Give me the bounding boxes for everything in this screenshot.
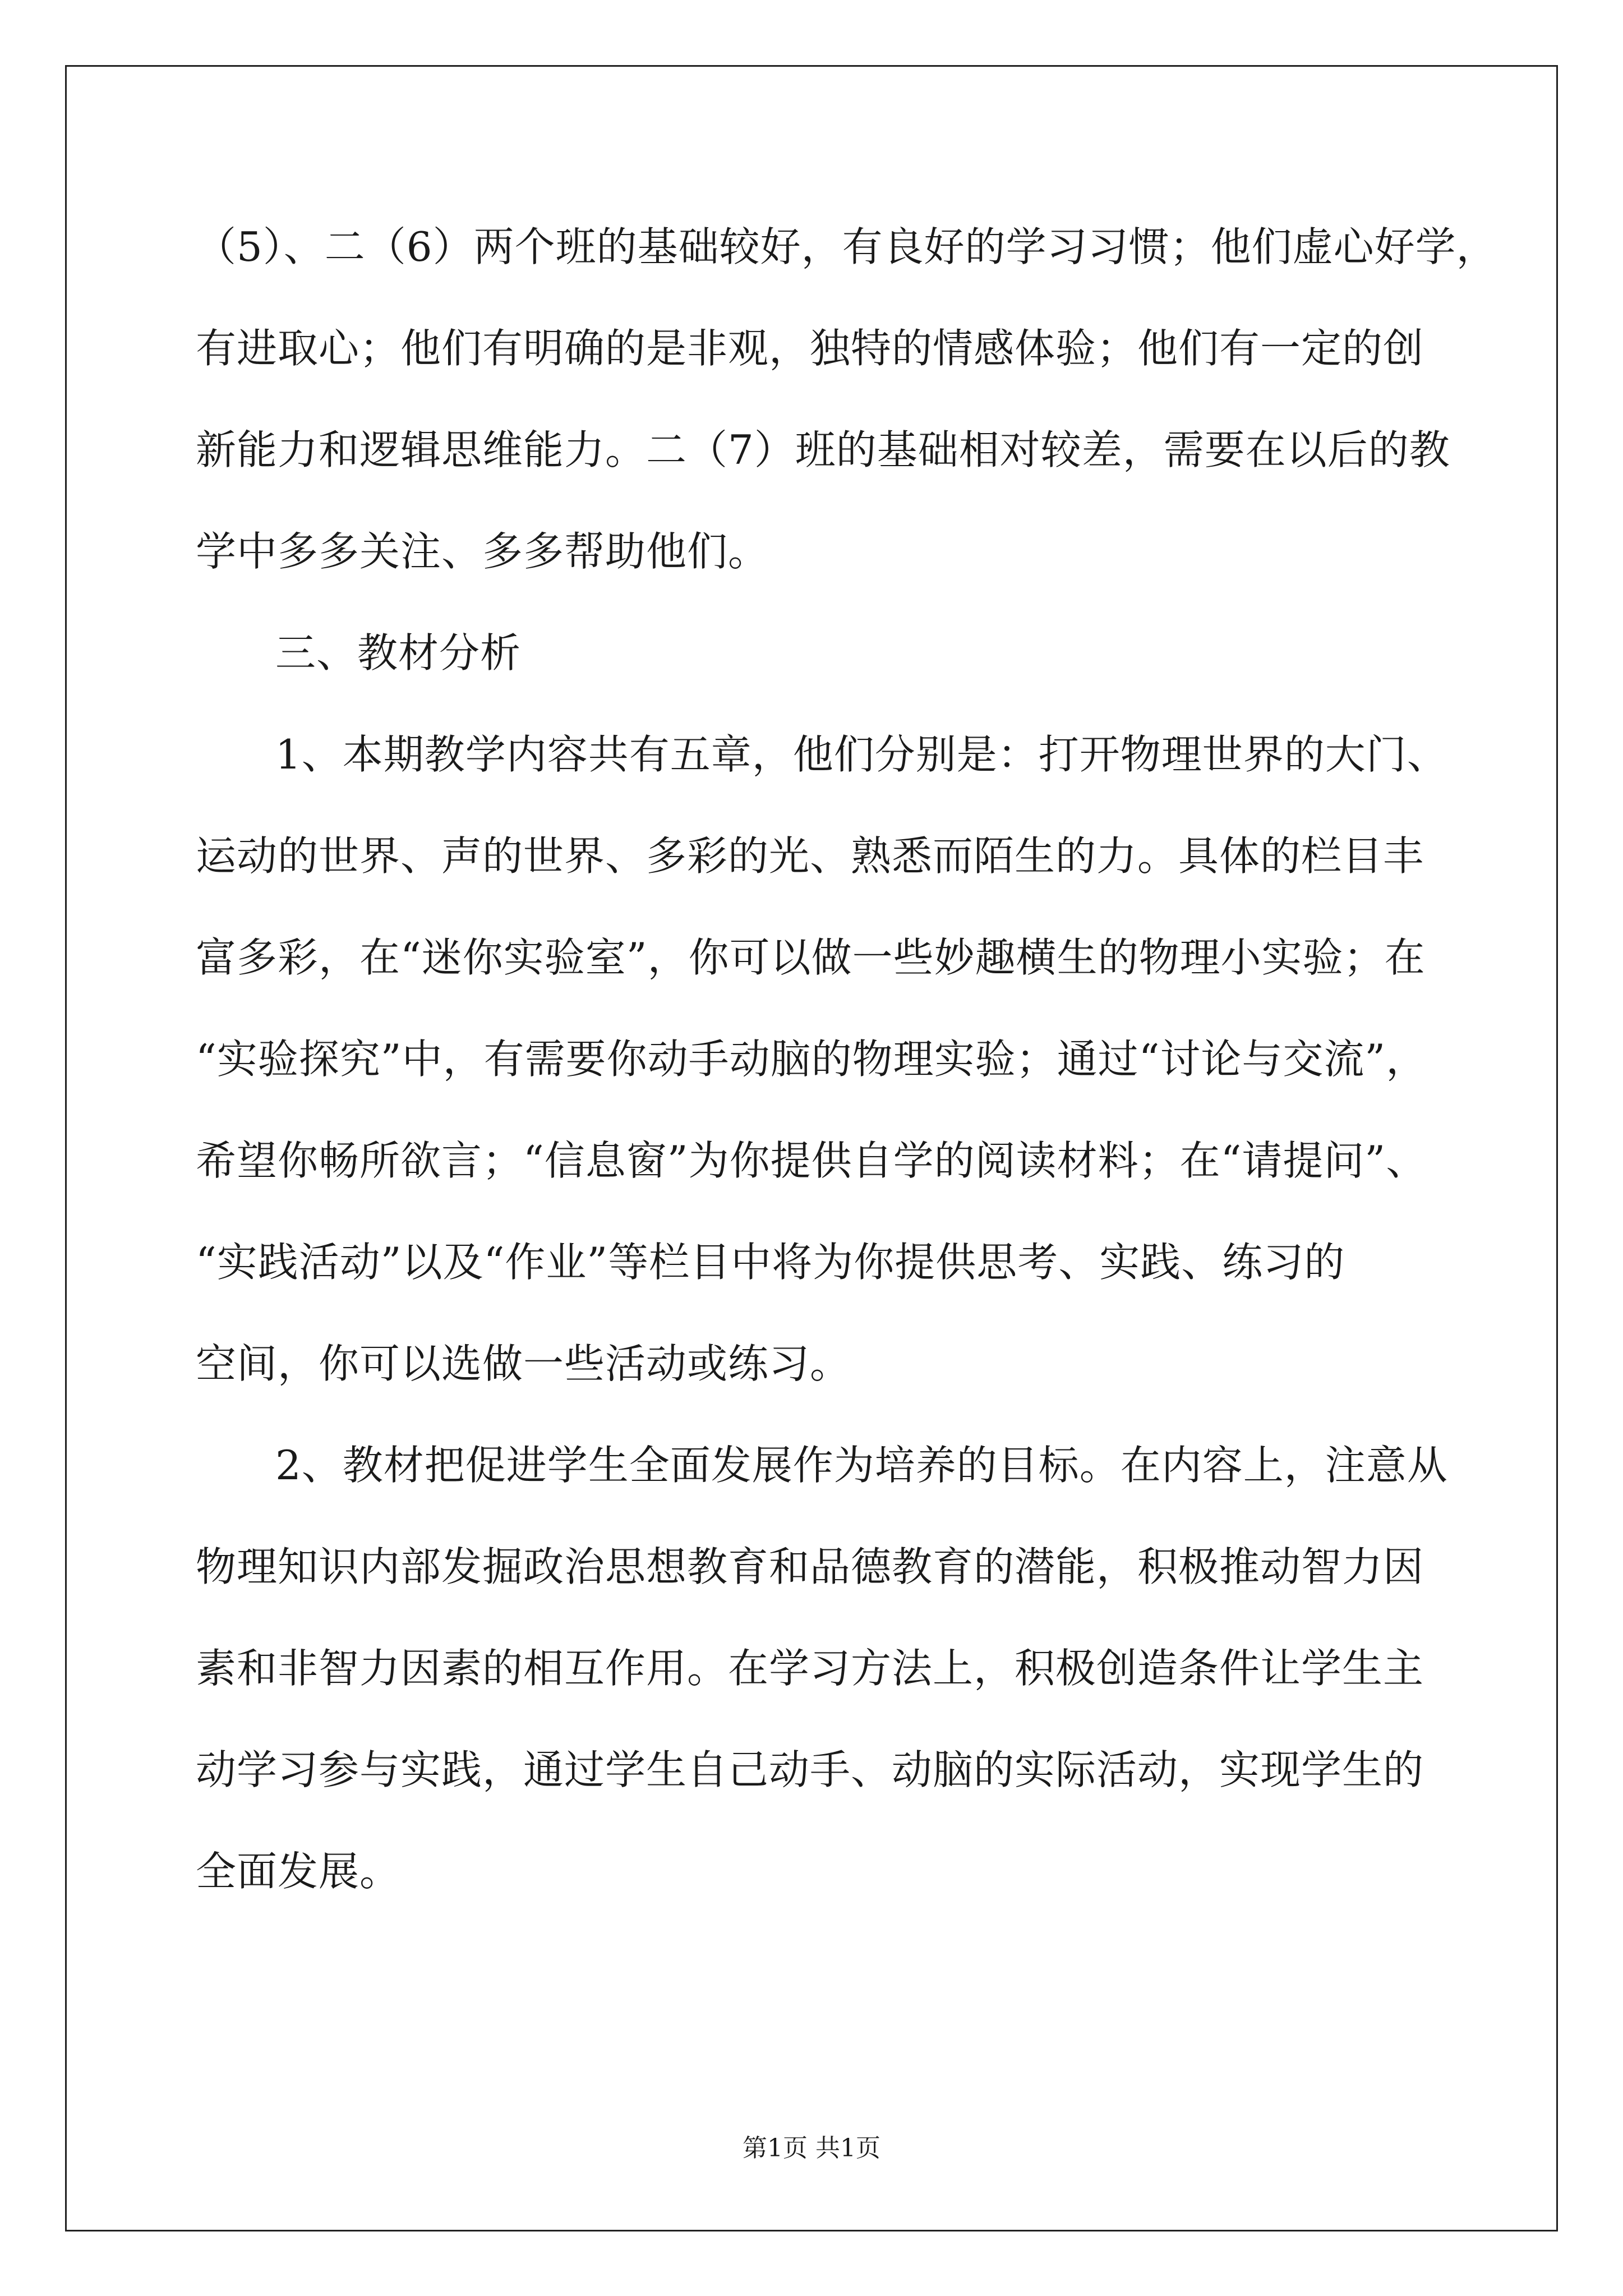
paragraph-line: 富多彩，在“迷你实验室”，你可以做一些妙趣横生的物理小实验；在 — [196, 934, 1426, 981]
paragraph-line: 全面发展。 — [196, 1848, 401, 1895]
page-number-footer: 第1页 共1页 — [743, 2134, 880, 2162]
paragraph-line: “实践活动”以及“作业”等栏目中将为你提供思考、实践、练习的 — [196, 1239, 1345, 1286]
paragraph-line: 有进取心；他们有明确的是非观，独特的情感体验；他们有一定的创 — [196, 325, 1424, 372]
paragraph-line: 新能力和逻辑思维能力。二（7）班的基础相对较差，需要在以后的教 — [196, 426, 1450, 473]
paragraph-line: “实验探究”中，有需要你动手动脑的物理实验；通过“讨论与交流”， — [196, 1036, 1427, 1083]
paragraph-line: （5）、二（6）两个班的基础较好，有良好的学习习惯；他们虚心好学， — [196, 223, 1497, 270]
paragraph-line: 物理知识内部发掘政治思想教育和品德教育的潜能，积极推动智力因 — [196, 1543, 1424, 1590]
paragraph-line: 空间，你可以选做一些活动或练习。 — [196, 1340, 851, 1387]
paragraph-line: 希望你畅所欲言；“信息窗”为你提供自学的阅读材料；在“请提问”、 — [196, 1137, 1427, 1184]
paragraph-line: 素和非智力因素的相互作用。在学习方法上，积极创造条件让学生主 — [196, 1645, 1424, 1692]
paragraph-line: 学中多多关注、多多帮助他们。 — [196, 528, 769, 575]
section-heading: 三、教材分析 — [275, 629, 522, 677]
paragraph-line: 2、教材把促进学生全面发展作为培养的目标。在内容上，注意从 — [275, 1442, 1448, 1489]
paragraph-line: 运动的世界、声的世界、多彩的光、熟悉而陌生的力。具体的栏目丰 — [196, 832, 1424, 880]
paragraph-line: 1、本期教学内容共有五章，他们分别是：打开物理世界的大门、 — [275, 731, 1448, 778]
paragraph-line: 动学习参与实践，通过学生自己动手、动脑的实际活动，实现学生的 — [196, 1746, 1424, 1793]
